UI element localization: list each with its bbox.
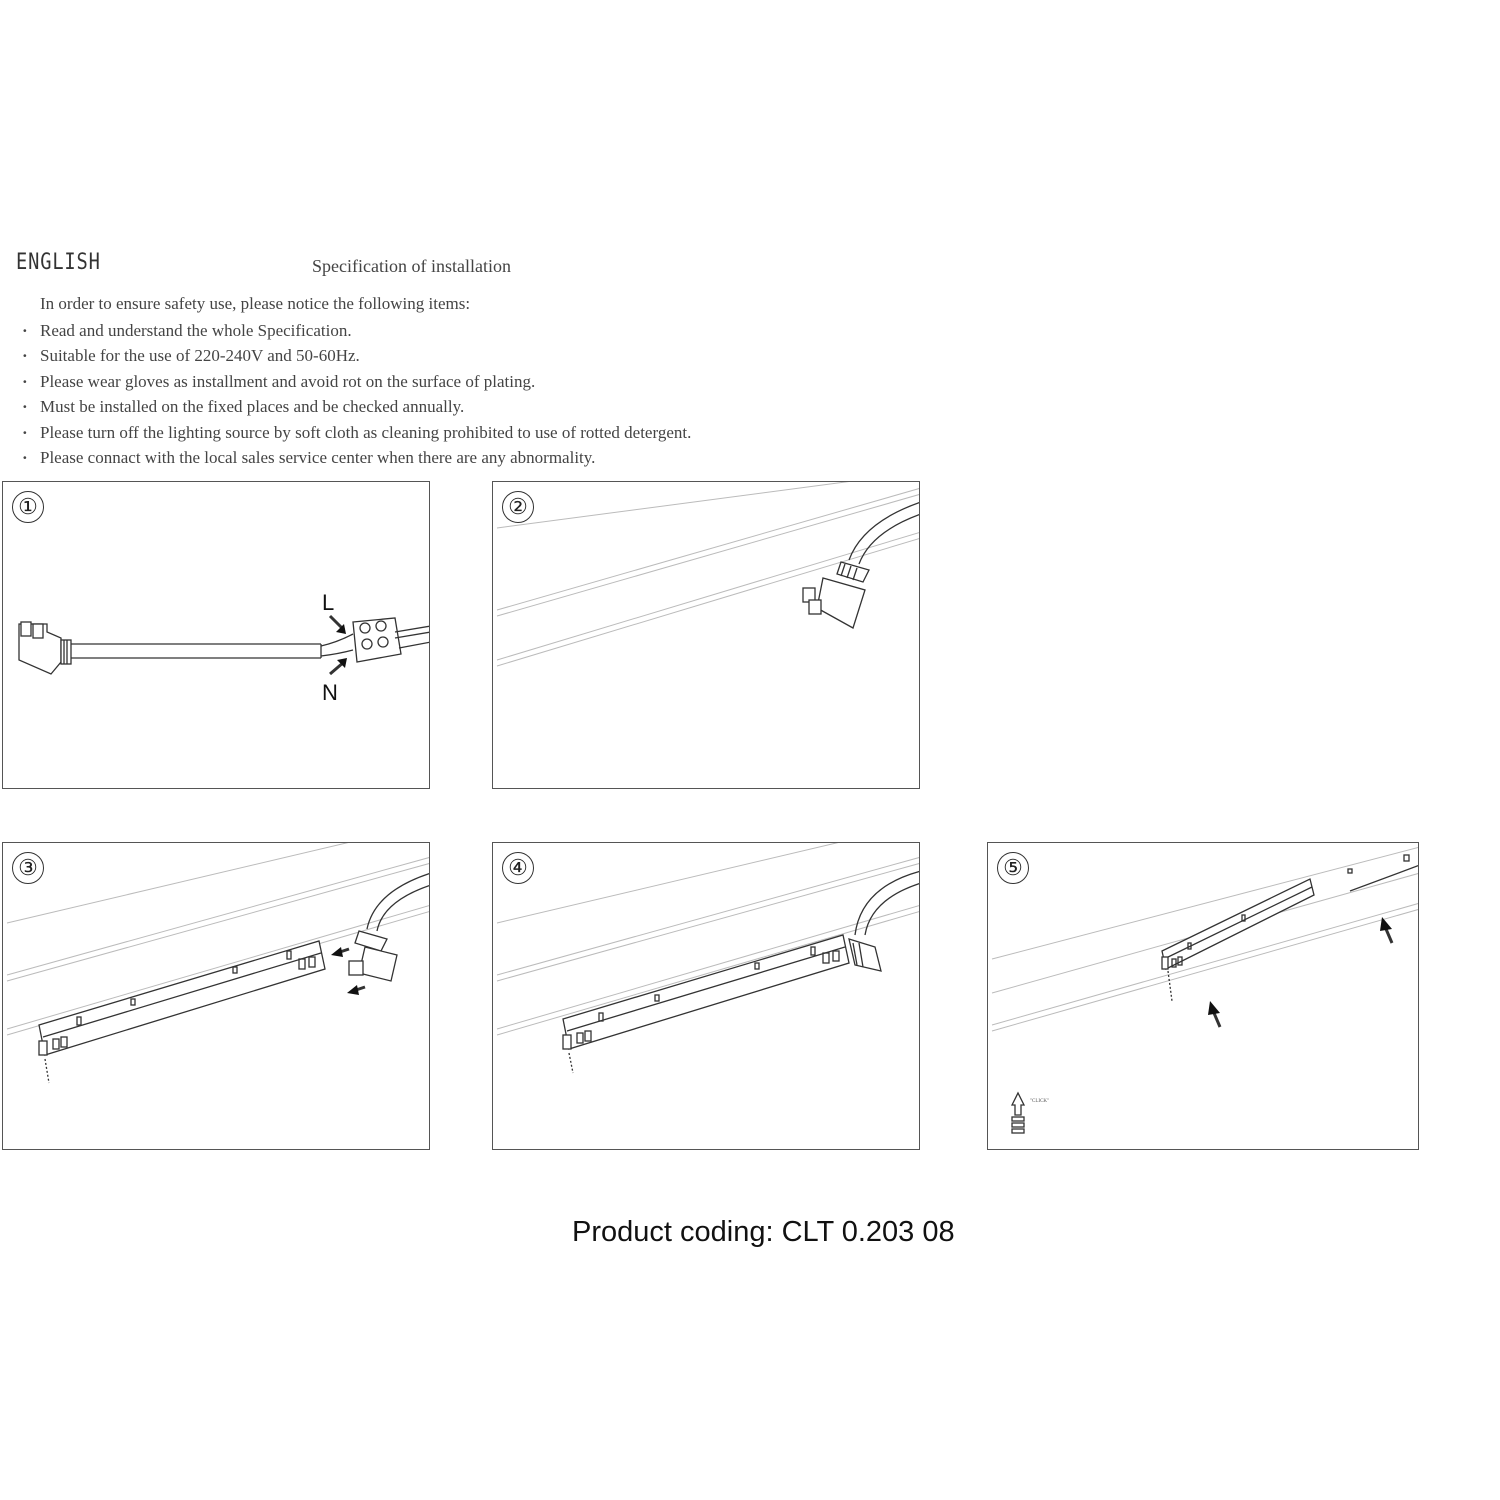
step-3-number: ③ [12, 852, 44, 884]
step-1-illustration [3, 482, 430, 789]
step-5-number: ⑤ [997, 852, 1029, 884]
step-1-number: ① [12, 491, 44, 523]
safety-intro: In order to ensure safety use, please notice the following items: [40, 294, 471, 313]
step-4-number: ④ [502, 852, 534, 884]
step-5-panel [987, 842, 1419, 1150]
step-2-illustration [493, 482, 920, 789]
list-item: · Read and understand the whole Specification. [22, 321, 352, 340]
step-2-panel [492, 481, 920, 789]
step-4-panel [492, 842, 920, 1150]
list-item: · Suitable for the use of 220-240V and 50-60Hz. [22, 346, 360, 366]
product-coding: Product coding: CLT 0.203 08 [572, 1216, 955, 1248]
page-title: Specification of installation [312, 256, 511, 276]
step-1-panel [2, 481, 430, 789]
list-item: · Please connact with the local sales service center when there are any abnormality. [22, 447, 596, 467]
step-5-illustration [988, 843, 1419, 1150]
step-2-number: ② [502, 491, 534, 523]
step-3-illustration [3, 843, 430, 1150]
live-wire-label: L [322, 590, 335, 615]
language-label: ENGLISH [16, 250, 101, 275]
list-item: · Please turn off the lighting source by soft cloth as cleaning prohibited to use of rotted detergent. [22, 422, 692, 442]
neutral-wire-label: N [322, 680, 338, 705]
list-item: · Must be installed on the fixed places and be checked annually. [22, 397, 465, 417]
step-4-illustration [493, 843, 920, 1150]
list-item: · Please wear gloves as installment and avoid rot on the surface of plating. [22, 371, 536, 391]
step-3-panel [2, 842, 430, 1150]
safety-list [22, 318, 691, 470]
click-label: "CLICK" [1030, 1099, 1050, 1104]
